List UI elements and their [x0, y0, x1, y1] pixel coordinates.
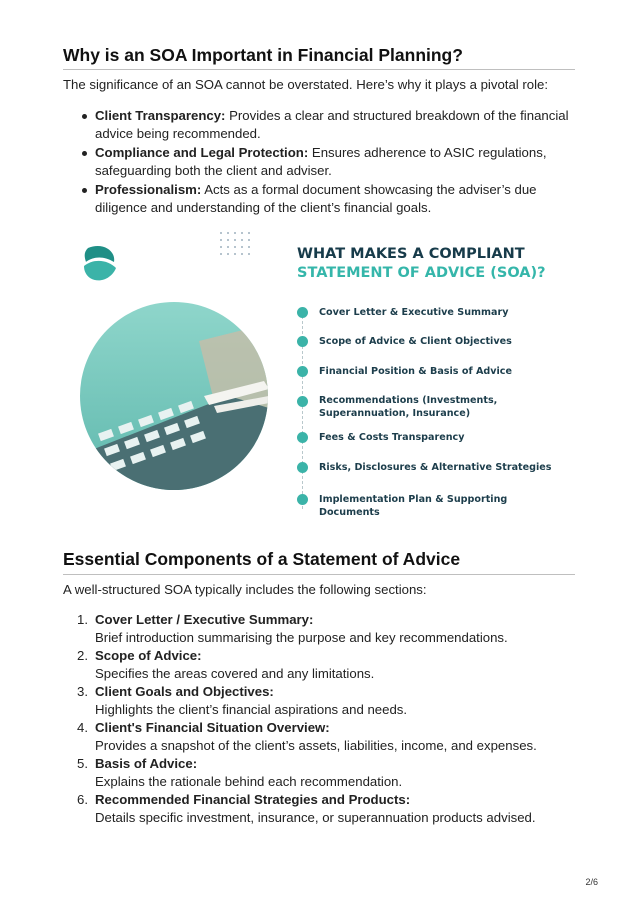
checklist-item: Fees & Costs Transparency — [319, 432, 465, 443]
checklist-item: Implementation Plan & Supporting Documents — [319, 494, 508, 518]
importance-list — [63, 107, 578, 218]
page-number: 2/6 — [585, 877, 598, 887]
infographic-title — [297, 245, 546, 283]
bullet-dot-icon — [297, 336, 308, 347]
checklist-item: Financial Position & Basis of Advice — [319, 366, 512, 377]
bullet-dot-icon — [297, 432, 308, 443]
heading-divider — [63, 69, 575, 70]
teal-leaf-logo-icon — [80, 242, 120, 284]
bullet-dot-icon — [297, 366, 308, 377]
components-list — [63, 611, 578, 827]
bullet-dot-icon — [297, 494, 308, 505]
infographic-title-line1: WHAT MAKES A COMPLIANT — [297, 246, 525, 262]
list-item: Client Transparency: Provides a clear and structured breakdown of the financial advice being recommended. — [63, 107, 578, 143]
checklist-item: Scope of Advice & Client Objectives — [319, 336, 512, 347]
infographic-title-line2: STATEMENT OF ADVICE (SOA)? — [297, 265, 546, 281]
bullet-dot-icon — [297, 307, 308, 318]
soa-infographic — [73, 223, 563, 523]
checklist-item: Recommendations (Investments, Superannuation, Insurance) — [319, 395, 498, 419]
checklist-item: Risks, Disclosures & Alternative Strategies — [319, 462, 552, 473]
section-heading-soa-importance: Why is an SOA Important in Financial Planning? — [63, 45, 463, 65]
checklist-item: Cover Letter & Executive Summary — [319, 307, 509, 318]
list-item: Compliance and Legal Protection: Ensures adherence to ASIC regulations, safeguarding both the client and adviser. — [63, 144, 578, 180]
bullet-dot-icon — [297, 396, 308, 407]
list-item: 2. Scope of Advice: Specifies the areas covered and any limitations. — [77, 648, 375, 681]
calculator-photo — [79, 301, 269, 491]
list-item: Professionalism: Acts as a formal document showcasing the adviser’s due diligence and understanding of the client’s financial goals. — [63, 181, 578, 217]
list-item: 4. Client's Financial Situation Overview: Provides a snapshot of the client’s assets, liabilities, income, and expenses. — [77, 720, 537, 753]
list-item: 6. Recommended Financial Strategies and Products: Details specific investment, insurance, or superannuation products advised. — [77, 792, 536, 825]
list-item: 3. Client Goals and Objectives: Highlights the client’s financial aspirations and needs. — [77, 684, 408, 717]
list-item: 5. Basis of Advice: Explains the rationale behind each recommendation. — [77, 756, 403, 789]
bullet-dot-icon — [297, 462, 308, 473]
section-heading-essential-components: Essential Components of a Statement of Advice — [63, 549, 461, 569]
heading-divider — [63, 574, 575, 575]
section-intro: A well-structured SOA typically includes the following sections: — [63, 582, 427, 597]
list-item: 1. Cover Letter / Executive Summary: Brief introduction summarising the purpose and key recommendations. — [77, 612, 508, 645]
section-intro: The significance of an SOA cannot be overstated. Here’s why it plays a pivotal role: — [63, 77, 549, 92]
